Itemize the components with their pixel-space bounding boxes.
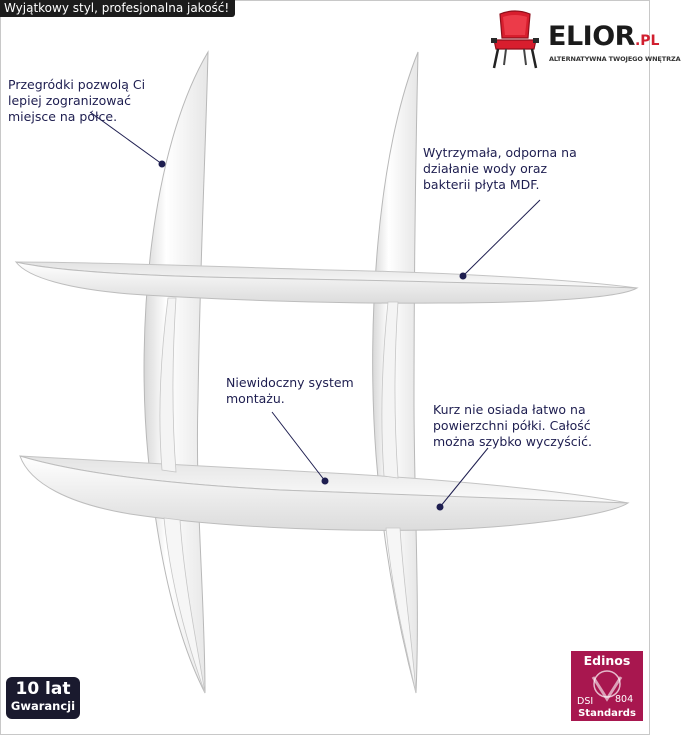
callout-dot-dividers bbox=[159, 161, 166, 168]
callout-dot-dust bbox=[437, 504, 444, 511]
certificate-code: DSI bbox=[577, 696, 594, 707]
left-vertical-divider bbox=[144, 52, 208, 693]
tagline-banner: Wyjątkowy styl, profesjonalna jakość! bbox=[0, 0, 235, 17]
callout-dot-mounting bbox=[322, 478, 329, 485]
callout-line-mdf bbox=[463, 200, 540, 276]
logo-brand-text: ELIOR.PL bbox=[548, 21, 660, 52]
callout-dot-mdf bbox=[460, 273, 467, 280]
warranty-badge bbox=[6, 677, 80, 719]
callout-dust: Kurz nie osiada łatwo na powierzchni półki. Całość można szybko wyczyścić. bbox=[433, 402, 592, 449]
logo-subtitle: ALTERNATYWNA TWOJEGO WNĘTRZA bbox=[549, 55, 681, 63]
callout-mounting: Niewidoczny system montażu. bbox=[226, 375, 354, 406]
warranty-label: Gwarancji bbox=[10, 699, 76, 713]
logo-tld-text: .PL bbox=[634, 33, 660, 49]
certificate-brand: Edinos bbox=[583, 653, 631, 668]
certificate-number: 804 bbox=[615, 694, 634, 705]
edinos-certificate-badge bbox=[571, 651, 643, 721]
callout-dividers: Przegródki pozwolą Ci lepiej zogranizować miejsce na półce. bbox=[8, 77, 146, 124]
callout-mdf: Wytrzymała, odporna na działanie wody oraz bakterii płyta MDF. bbox=[423, 145, 577, 192]
warranty-years: 10 lat bbox=[15, 679, 71, 699]
certificate-standard: Standards bbox=[578, 708, 636, 719]
